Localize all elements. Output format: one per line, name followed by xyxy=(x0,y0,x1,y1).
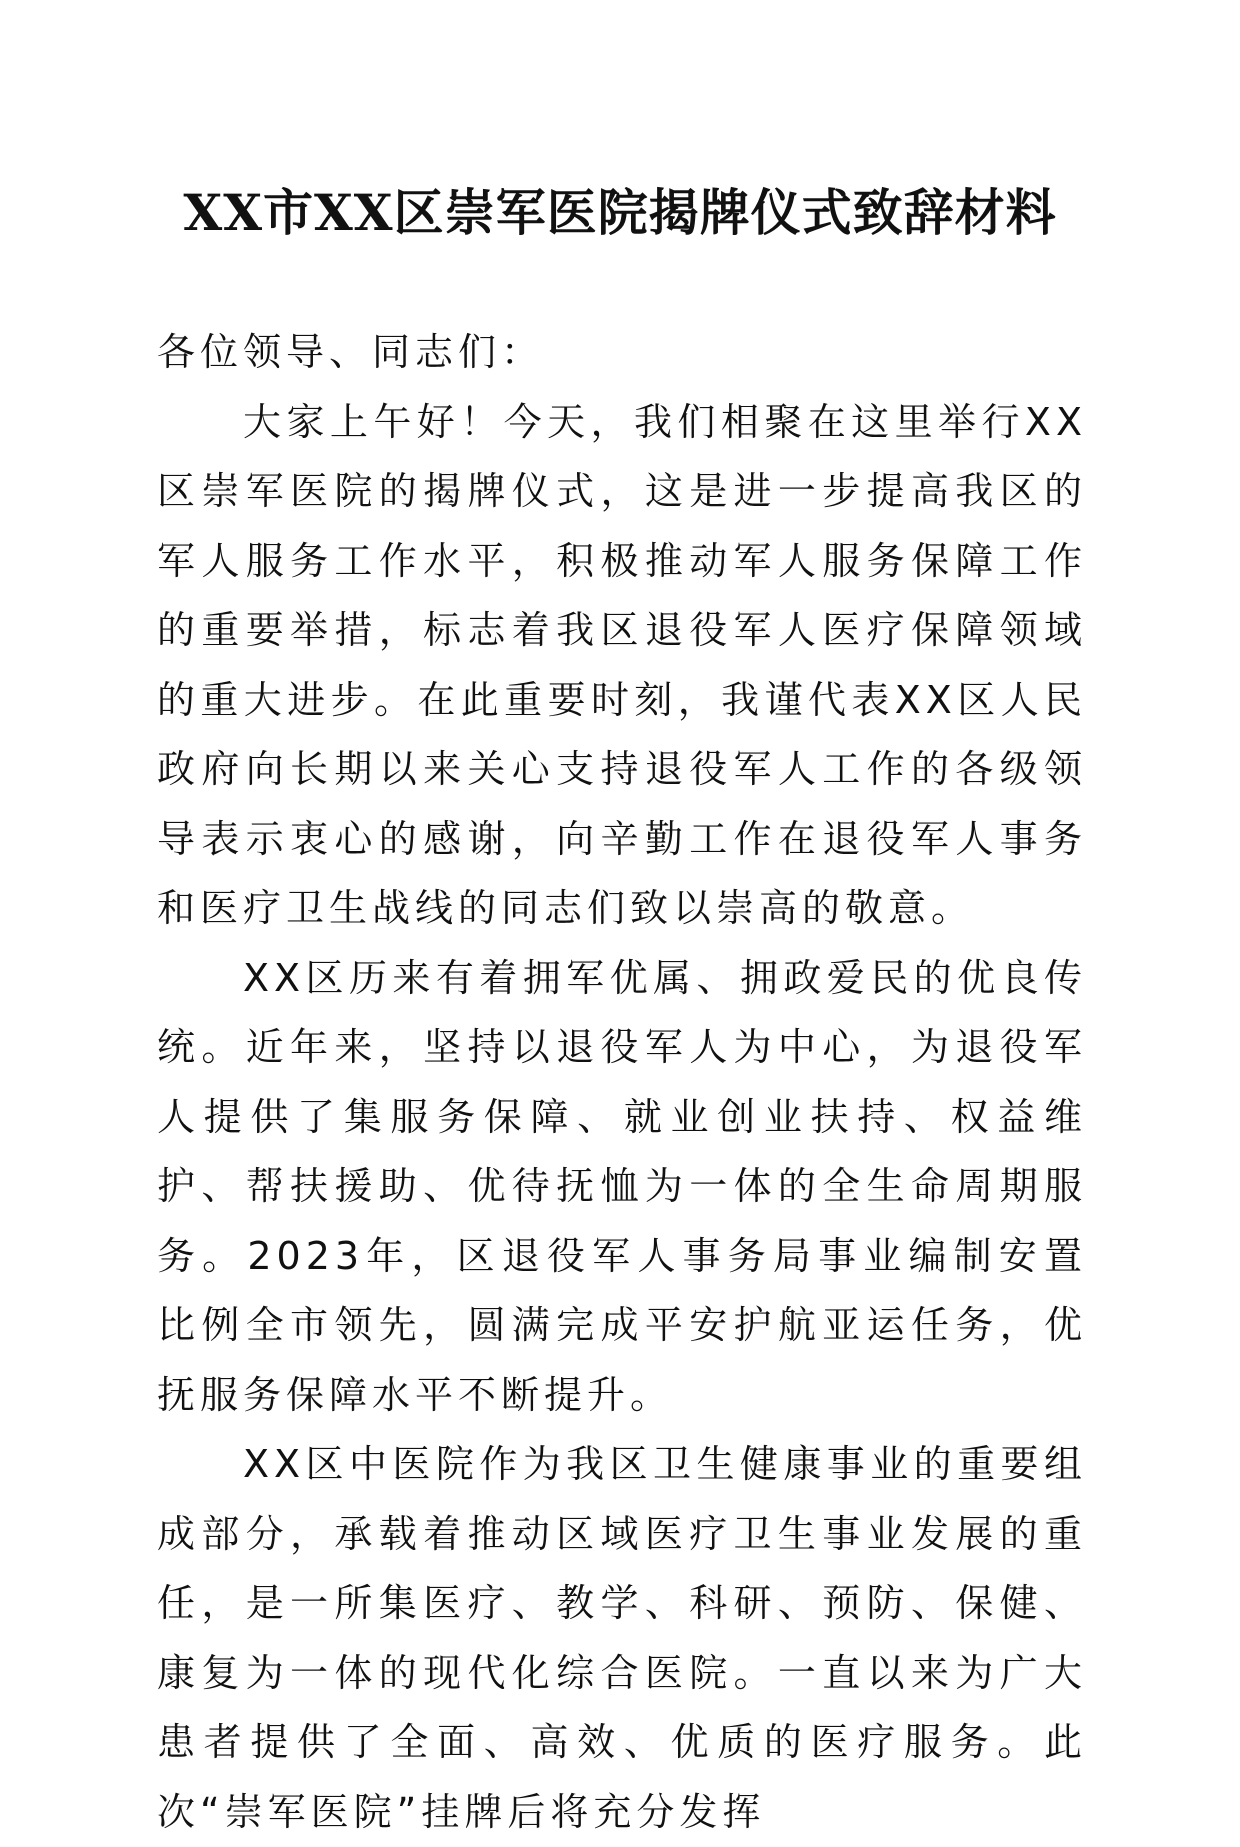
document-title: XX市XX区崇军医院揭牌仪式致辞材料 xyxy=(183,183,1057,242)
paragraph-district-tradition: XX区历来有着拥军优属、拥政爱民的优良传统。近年来，坚持以退役军人为中心，为退役军人提供了集服务保障、就业创业扶持、权益维护、帮扶援助、优待抚恤为一体的全生命周期服务。2023年，区退役军人事务局事业编制安置比例全市领先，圆满完成平安护航亚运任务，优抚服务保障水平不断提升。 xyxy=(157,955,1087,1417)
paragraph-opening: 大家上午好！今天，我们相聚在这里举行XX区崇军医院的揭牌仪式，这是进一步提高我区的军人服务工作水平，积极推动军人服务保障工作的重要举措，标志着我区退役军人医疗保障领域的重大进步。在此重要时刻，我谨代表XX区人民政府向长期以来关心支持退役军人工作的各级领导表示衷心的感谢，向辛勤工作在退役军人事务和医疗卫生战线的同志们致以崇高的敬意。 xyxy=(157,399,1087,930)
paragraph-hospital-intro: XX区中医院作为我区卫生健康事业的重要组成部分，承载着推动区域医疗卫生事业发展的重任，是一所集医疗、教学、科研、预防、保健、康复为一体的现代化综合医院。一直以来为广大患者提供了全面、高效、优质的医疗服务。此次“崇军医院”挂牌后将充分发挥 xyxy=(157,1442,1087,1834)
salutation: 各位领导、同志们： xyxy=(157,330,545,374)
document-body xyxy=(157,318,1087,1847)
